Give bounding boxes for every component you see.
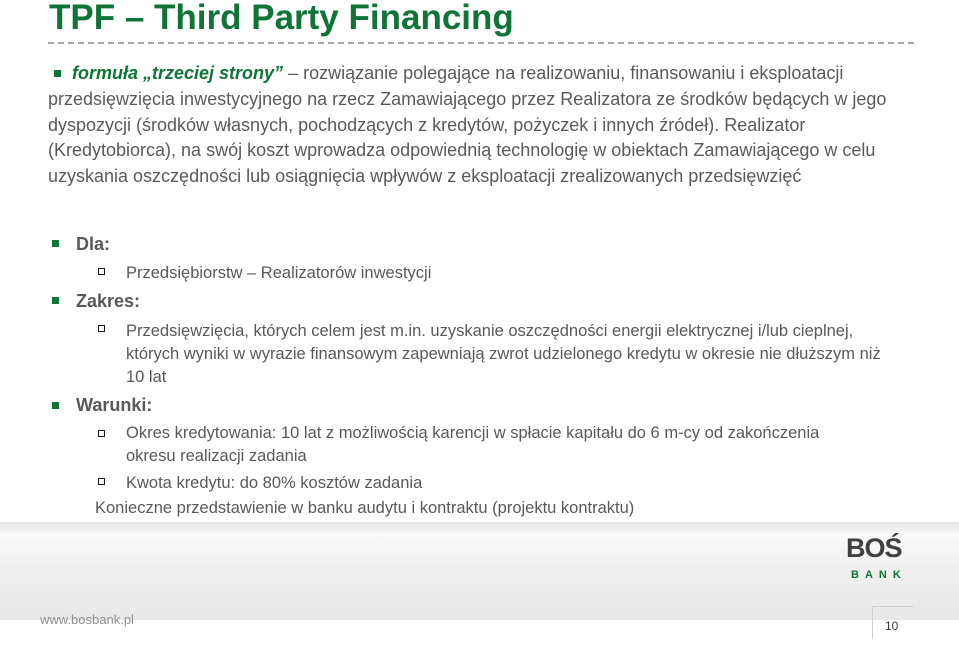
logo-sub-text: BANK [851,569,907,581]
title-divider [48,42,914,44]
sub-bullet-icon [98,430,105,437]
definition-paragraph [48,61,928,190]
list-item: Kwota kredytu: do 80% kosztów zadania [126,474,423,492]
slide-title: TPF – Third Party Financing [49,0,514,37]
section-heading-warunki: Warunki: [76,395,153,415]
list-item: Okres kredytowania: 10 lat z możliwością karencji w spłacie kapitału do 6 m-cy od zakończenia okresu realizacji zadania [126,424,820,465]
definition-text: – rozwiązanie polegające na realizowaniu, finansowaniu i eksploatacji przedsięwzięcia inwestycyjnego na rzecz Zamawiającego przez Realizatora ze środków będących w jego dyspozycji (środków własnych, pochodzących z kredytów, pożyczek i innych źródeł). Realizator (Kredytobiorca), na swój koszt wprowadza odpowiednią technologię w obiektach Zamawiającego w celu uzyskania oszczędności lub osiągnięcia wpływów z eksploatacji zrealizowanych przedsięwzięć [48,63,887,187]
section-heading-dla: Dla: [76,234,111,254]
bullet-icon [52,402,59,409]
footer-band-edge [0,522,959,534]
sub-bullet-icon [98,268,105,275]
list-item: Przedsięwzięcia, których celem jest m.in. uzyskanie oszczędności energii elektrycznej i/lub cieplnej, których wyniki w wyrazie finansowym zapewniają zwrot udzielonego kredytu w okresie nie dłuższym niż 10 lat [126,322,881,386]
footer-band [0,522,959,620]
warunki-note: Konieczne przedstawienie w banku audytu i kontraktu (projektu kontraktu) [95,499,635,517]
definition-term: formuła „trzeciej strony” [72,63,284,83]
list-item: Przedsiębiorstw – Realizatorów inwestycji [126,264,432,282]
bullet-icon [52,240,59,247]
logo-main-text: BOŚ [846,533,902,563]
bank-logo [846,533,926,589]
sub-bullet-icon [98,325,105,332]
bullet-icon [52,297,59,304]
website-url: www.bosbank.pl [40,612,134,627]
sub-bullet-icon [98,478,105,485]
section-heading-zakres: Zakres: [76,291,141,311]
page-number: 10 [885,619,899,633]
